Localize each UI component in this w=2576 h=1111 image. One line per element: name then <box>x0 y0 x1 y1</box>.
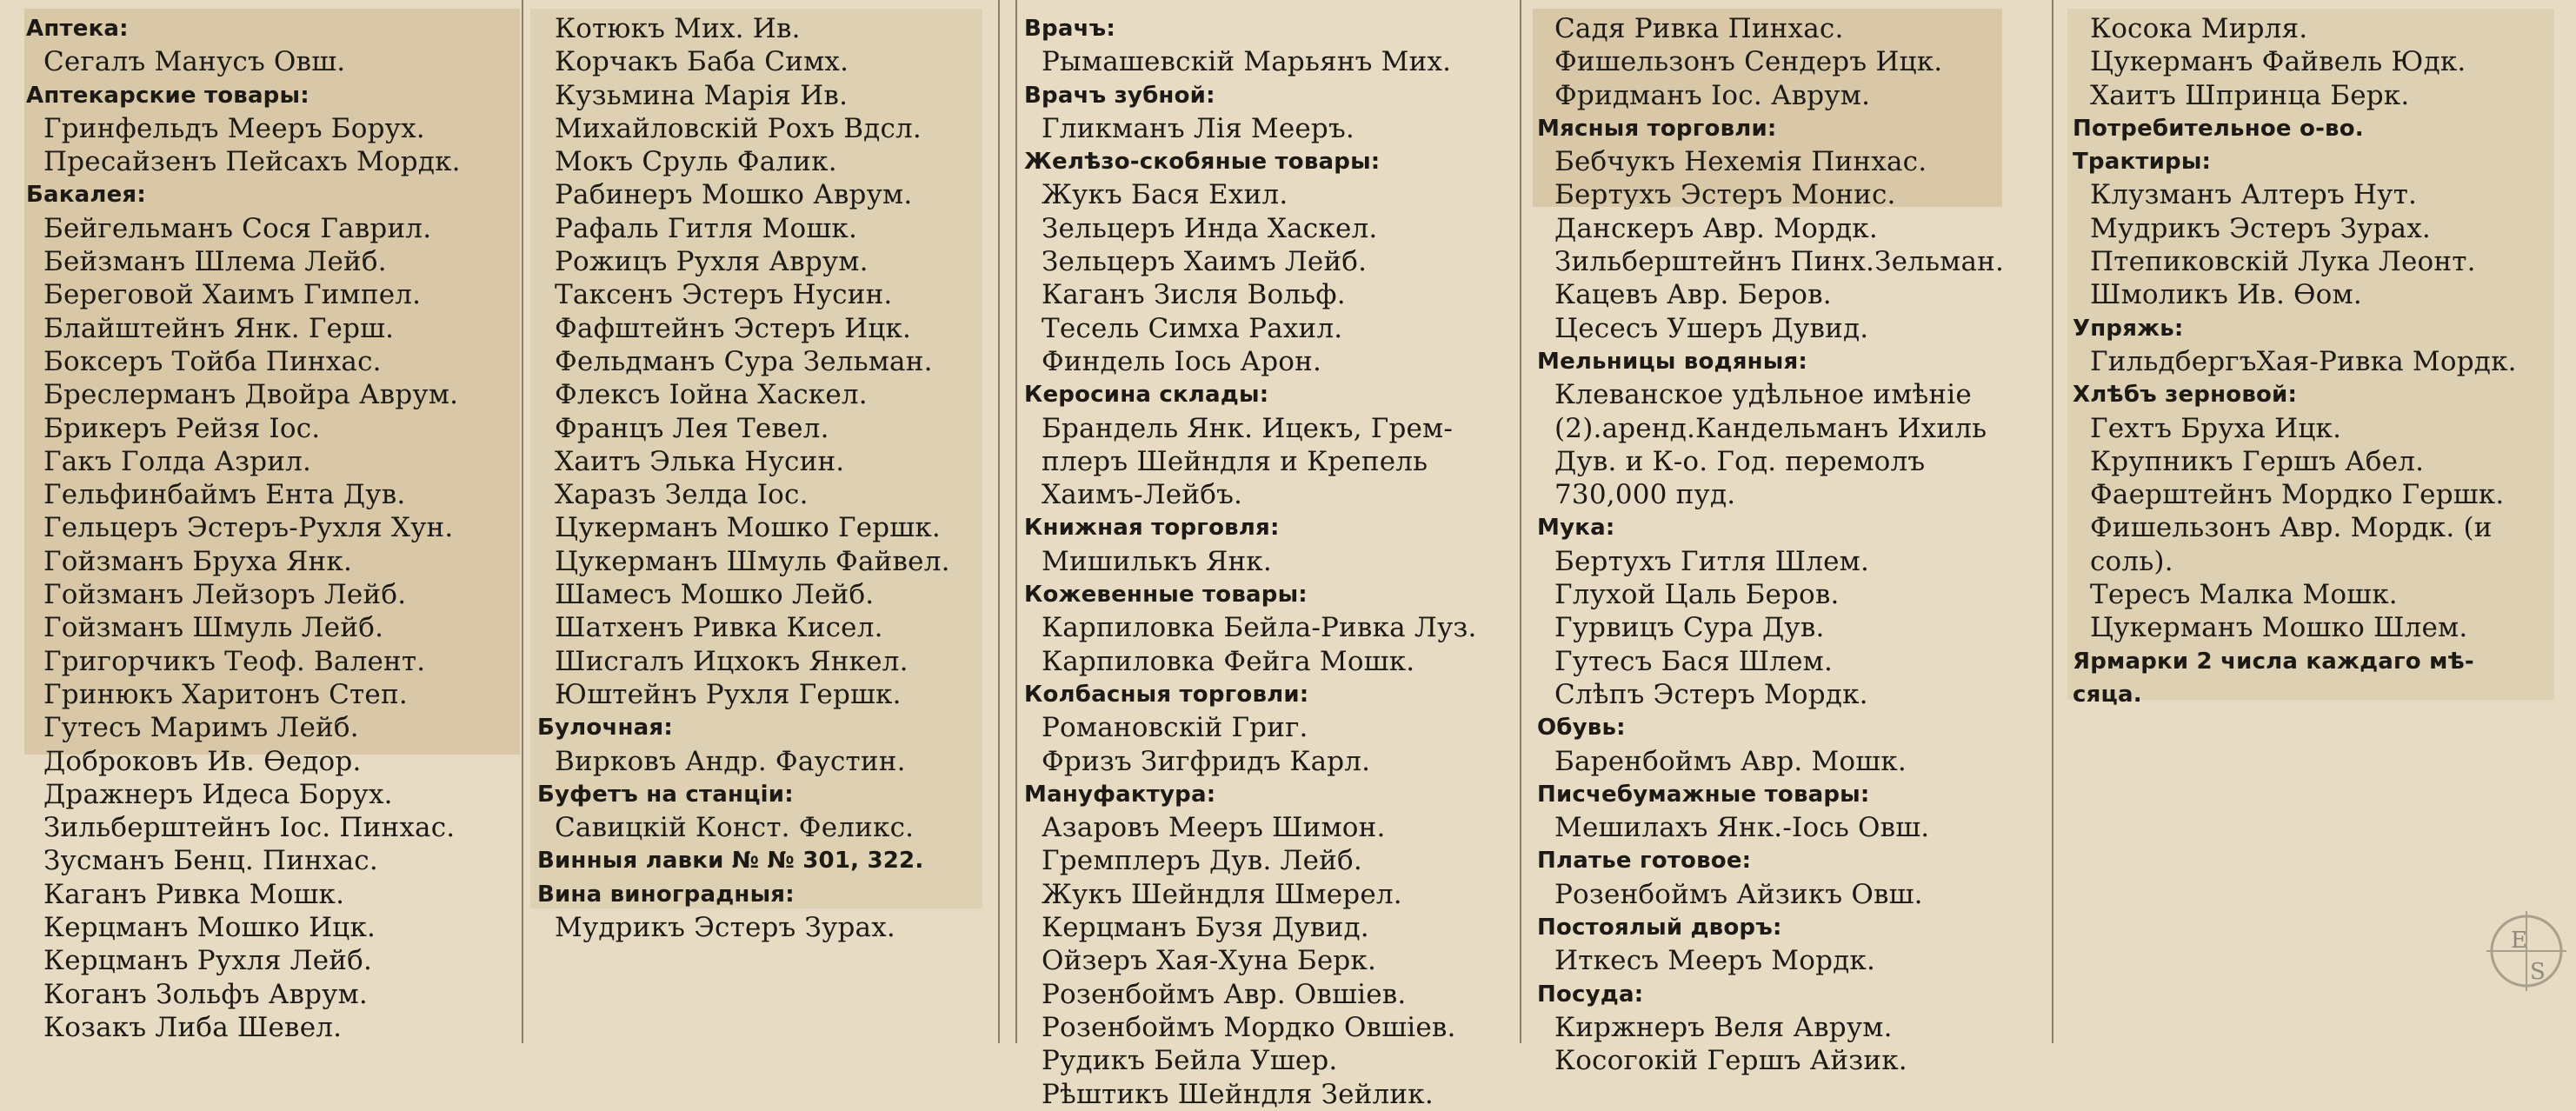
directory-entry: Косогокій Гершъ Айзик. <box>1554 1045 1907 1077</box>
directory-entry: Таксенъ Эстеръ Нусин. <box>555 279 893 311</box>
category-heading: Керосина склады: <box>1024 382 1269 409</box>
directory-entry: Шамесъ Мошко Лейб. <box>555 579 875 611</box>
directory-entry: Кацевъ Авр. Беров. <box>1554 279 1832 311</box>
directory-entry: Брикеръ Рейзя Іос. <box>43 412 321 444</box>
directory-entry: Хаимъ-Лейбъ. <box>1042 479 1243 511</box>
directory-entry: Григорчикъ Теоф. Валент. <box>43 645 426 677</box>
directory-entry: Гойзманъ Лейзоръ Лейб. <box>43 579 407 611</box>
directory-entry: Данскеръ Авр. Мордк. <box>1554 212 1878 244</box>
directory-column <box>1537 0 2046 1077</box>
directory-entry: Фризъ Зигфридъ Карл. <box>1042 745 1371 777</box>
directory-entry: Розенбоймъ Авр. Овшіев. <box>1042 978 1407 1010</box>
directory-entry: соль). <box>2090 545 2173 577</box>
directory-entry: Козакъ Либа Шевел. <box>43 1011 343 1043</box>
directory-entry: Боксеръ Тойба Пинхас. <box>43 345 382 377</box>
category-heading: Мука: <box>1537 515 1615 542</box>
directory-entry: Хаитъ Шпринца Берк. <box>2090 79 2410 111</box>
directory-entry: Цукерманъ Шмуль Файвел. <box>555 545 950 577</box>
directory-entry: Каганъ Ривка Мошк. <box>43 878 345 910</box>
directory-entry: Рудикъ Бейла Ушер. <box>1042 1045 1338 1077</box>
category-heading: Посуда: <box>1537 981 1644 1008</box>
directory-entry: Каганъ Зисля Вольф. <box>1042 279 1346 311</box>
category-heading: Платье готовое: <box>1537 848 1752 875</box>
directory-entry: Мокъ Сруль Фалик. <box>555 146 837 178</box>
directory-entry: Киржнеръ Веля Аврум. <box>1554 1011 1893 1043</box>
directory-entry: Гехтъ Бруха Ицк. <box>2090 412 2342 444</box>
directory-entry: 730,000 пуд. <box>1554 479 1736 511</box>
directory-entry: Гремплеръ Дув. Лейб. <box>1042 845 1362 877</box>
directory-entry: Кузьмина Марія Ив. <box>555 79 849 111</box>
directory-entry: Розенбоймъ Айзикъ Овш. <box>1554 878 1923 910</box>
directory-entry: Зусманъ Бенц. Пинхас. <box>43 845 378 877</box>
directory-entry: Бейзманъ Шлема Лейб. <box>43 246 387 278</box>
category-heading: Потребительное о-во. <box>2073 115 2364 142</box>
directory-entry: Баренбоймъ Авр. Мошк. <box>1554 745 1907 777</box>
directory-entry: Рафаль Гитля Мошк. <box>555 212 858 244</box>
directory-entry: Тесель Симха Рахил. <box>1042 312 1343 344</box>
directory-entry: Гельцеръ Эстеръ-Рухля Хун. <box>43 512 454 544</box>
category-heading: Мануфактура: <box>1024 781 1216 808</box>
directory-entry: Керцманъ Мошко Ицк. <box>43 912 376 944</box>
column-rule <box>2052 0 2053 1043</box>
directory-entry: Фафштейнъ Эстеръ Ицк. <box>555 312 912 344</box>
directory-entry: Бертухъ Гитля Шлем. <box>1554 545 1870 577</box>
directory-entry: Тересъ Малка Мошк. <box>2090 579 2398 611</box>
directory-column <box>1024 0 1515 1110</box>
watermark-stamp <box>2485 909 2568 993</box>
directory-entry: Флексъ Іойна Хаскел. <box>555 379 868 411</box>
category-heading: Булочная: <box>537 715 673 742</box>
category-heading: Аптека: <box>26 16 129 42</box>
category-heading: Колбасныя торговли: <box>1024 681 1309 708</box>
directory-entry: Гурвицъ Сура Дув. <box>1554 612 1825 644</box>
category-heading: Постоялый дворъ: <box>1537 915 1782 941</box>
directory-entry: Доброковъ Ив. Өедор. <box>43 745 362 777</box>
directory-entry: Шисгалъ Ицхокъ Янкел. <box>555 645 909 677</box>
category-heading: Буфетъ на станціи: <box>537 781 794 808</box>
directory-entry: Ойзеръ Хая-Хуна Берк. <box>1042 945 1377 977</box>
directory-entry: Клузманъ Алтеръ Нут. <box>2090 179 2418 211</box>
category-heading: сяца. <box>2073 681 2142 708</box>
directory-entry: Жукъ Бася Ехил. <box>1042 179 1288 211</box>
category-heading: Аптекарские товары: <box>26 82 310 109</box>
directory-entry: Крупникъ Гершъ Абел. <box>2090 445 2425 477</box>
directory-entry: Фишельзонъ Сендеръ Ицк. <box>1554 46 1943 78</box>
directory-entry: Котюкъ Мих. Ив. <box>555 13 801 44</box>
directory-entry: Керцманъ Рухля Лейб. <box>43 945 373 977</box>
directory-entry: Пресайзенъ Пейсахъ Мордк. <box>43 146 461 178</box>
column-rule <box>1015 0 1017 1043</box>
directory-entry: Романовскій Григ. <box>1042 712 1308 744</box>
directory-entry: Мудрикъ Эстеръ Зурах. <box>2090 212 2431 244</box>
directory-entry: Рабинеръ Мошко Аврум. <box>555 179 913 211</box>
category-heading: Мясныя торговли: <box>1537 115 1777 142</box>
column-rule <box>998 0 1000 1043</box>
directory-entry: Шмоликъ Ив. Өом. <box>2090 279 2362 311</box>
directory-entry: Шатхенъ Ривка Кисел. <box>555 612 883 644</box>
directory-entry: Мишилькъ Янк. <box>1042 545 1272 577</box>
directory-entry: Клеванское удѣльное имѣніе <box>1554 379 1972 411</box>
directory-entry: Мудрикъ Эстеръ Зурах. <box>555 912 895 944</box>
directory-entry: Карпиловка Фейга Мошк. <box>1042 645 1415 677</box>
directory-entry: Гакъ Голда Азрил. <box>43 445 312 477</box>
directory-entry: Цукерманъ Мошко Гершк. <box>555 512 941 544</box>
directory-entry: Рымашевскій Марьянъ Мих. <box>1042 46 1452 78</box>
directory-entry: Фельдманъ Сура Зельман. <box>555 345 933 377</box>
category-heading: Винныя лавки № № 301, 322. <box>537 848 924 875</box>
directory-entry: Савицкій Конст. Феликс. <box>555 812 915 844</box>
directory-entry: Хаитъ Элька Нусин. <box>555 445 845 477</box>
directory-entry: Керцманъ Бузя Дувид. <box>1042 912 1369 944</box>
directory-entry: Фаерштейнъ Мордко Гершк. <box>2090 479 2505 511</box>
category-heading: Врачъ зубной: <box>1024 82 1215 109</box>
category-heading: Кожевенные товары: <box>1024 582 1308 609</box>
directory-entry: Дражнеръ Идеса Борух. <box>43 778 393 810</box>
directory-entry: Гутесъ Маримъ Лейб. <box>43 712 359 744</box>
directory-entry: Дув. и К-о. Год. перемолъ <box>1554 445 1926 477</box>
directory-entry: Брандель Янк. Ицекъ, Грем- <box>1042 412 1454 444</box>
category-heading: Вина виноградныя: <box>537 881 795 908</box>
directory-entry: Косока Мирля. <box>2090 13 2308 44</box>
directory-entry: Финдель Іось Арон. <box>1042 345 1322 377</box>
directory-entry: Коганъ Зольфъ Аврум. <box>43 978 368 1010</box>
directory-entry: Францъ Лея Тевел. <box>555 412 829 444</box>
directory-entry: Розенбоймъ Мордко Овшіев. <box>1042 1011 1456 1043</box>
directory-entry: Мешилахъ Янк.-Іось Овш. <box>1554 812 1930 844</box>
directory-entry: Зельцеръ Хаимъ Лейб. <box>1042 246 1368 278</box>
directory-entry: Гутесъ Бася Шлем. <box>1554 645 1834 677</box>
column-rule <box>1520 0 1521 1043</box>
category-heading: Врачъ: <box>1024 16 1115 42</box>
directory-entry: Гринфельдъ Мееръ Борух. <box>43 112 425 144</box>
directory-entry: Гликманъ Лія Мееръ. <box>1042 112 1355 144</box>
directory-entry: плеръ Шейндля и Крепель <box>1042 445 1428 477</box>
directory-entry: Корчакъ Баба Симх. <box>555 46 849 78</box>
category-heading: Упряжь: <box>2073 315 2184 342</box>
directory-entry: Зильберштейнъ Пинх.Зельман. <box>1554 246 2005 278</box>
directory-entry: Гойзманъ Бруха Янк. <box>43 545 353 577</box>
directory-entry: Цукерманъ Файвель Юдк. <box>2090 46 2466 78</box>
directory-entry: Карпиловка Бейла-Ривка Луз. <box>1042 612 1477 644</box>
directory-entry: Гринюкъ Харитонъ Степ. <box>43 678 408 710</box>
directory-entry: Слѣпъ Эстеръ Мордк. <box>1554 678 1868 710</box>
category-heading: Мельницы водяныя: <box>1537 348 1807 375</box>
directory-entry: Юштейнъ Рухля Гершк. <box>555 678 902 710</box>
directory-entry: Зельцеръ Инда Хаскел. <box>1042 212 1378 244</box>
directory-entry: Цесесъ Ушеръ Дувид. <box>1554 312 1869 344</box>
directory-entry: Блайштейнъ Янк. Герш. <box>43 312 395 344</box>
directory-entry: Сегалъ Манусъ Овш. <box>43 46 346 78</box>
category-heading: Книжная торговля: <box>1024 515 1280 542</box>
stamp-letter: E <box>2511 928 2527 954</box>
directory-entry: Цукерманъ Мошко Шлем. <box>2090 612 2468 644</box>
category-heading: Обувь: <box>1537 715 1626 742</box>
directory-column <box>537 0 994 1043</box>
directory-entry: ГильдбергъХая-Ривка Мордк. <box>2090 345 2517 377</box>
directory-entry: Фридманъ Іос. Аврум. <box>1554 79 1871 111</box>
directory-entry: Бреслерманъ Двойра Аврум. <box>43 379 459 411</box>
directory-entry: Рѣштикъ Шейндля Зейлик. <box>1042 1078 1434 1110</box>
directory-entry: Гойзманъ Шмуль Лейб. <box>43 612 384 644</box>
directory-entry: Вирковъ Андр. Фаустин. <box>555 745 906 777</box>
category-heading: Бакалея: <box>26 182 146 209</box>
directory-entry: Бебчукъ Нехемія Пинхас. <box>1554 146 1927 178</box>
directory-entry: Харазъ Зелда Іос. <box>555 479 809 511</box>
directory-entry: Птепиковскій Лука Леонт. <box>2090 246 2476 278</box>
directory-entry: Береговой Хаимъ Гимпел. <box>43 279 422 311</box>
directory-entry: Бертухъ Эстеръ Монис. <box>1554 179 1896 211</box>
directory-entry: Иткесъ Мееръ Мордк. <box>1554 945 1876 977</box>
directory-entry: Гельфинбаймъ Ента Дув. <box>43 479 406 511</box>
category-heading: Ярмарки 2 числа каждаго мѣ- <box>2073 648 2474 675</box>
category-heading: Желѣзо-скобяные товары: <box>1024 149 1381 176</box>
column-rule <box>522 0 523 1043</box>
directory-entry: Садя Ривка Пинхас. <box>1554 13 1844 44</box>
category-heading: Трактиры: <box>2073 149 2212 176</box>
directory-entry: Глухой Цаль Беров. <box>1554 579 1840 611</box>
directory-entry: (2).аренд.Кандельманъ Ихиль <box>1554 412 1987 444</box>
directory-entry: Фишельзонъ Авр. Мордк. (и <box>2090 512 2493 544</box>
directory-entry: Азаровъ Мееръ Шимон. <box>1042 812 1386 844</box>
directory-entry: Зильберштейнъ Іос. Пинхас. <box>43 812 456 844</box>
directory-column <box>26 0 517 1043</box>
category-heading: Писчебумажные товары: <box>1537 781 1870 808</box>
stamp-letter: S <box>2530 959 2546 985</box>
directory-column <box>2073 0 2559 1043</box>
directory-entry: Бейгельманъ Сося Гаврил. <box>43 212 432 244</box>
directory-entry: Рожицъ Рухля Аврум. <box>555 246 869 278</box>
directory-entry: Жукъ Шейндля Шмерел. <box>1042 878 1402 910</box>
category-heading: Хлѣбъ зерновой: <box>2073 382 2298 409</box>
directory-entry: Михайловскій Рохъ Вдсл. <box>555 112 922 144</box>
